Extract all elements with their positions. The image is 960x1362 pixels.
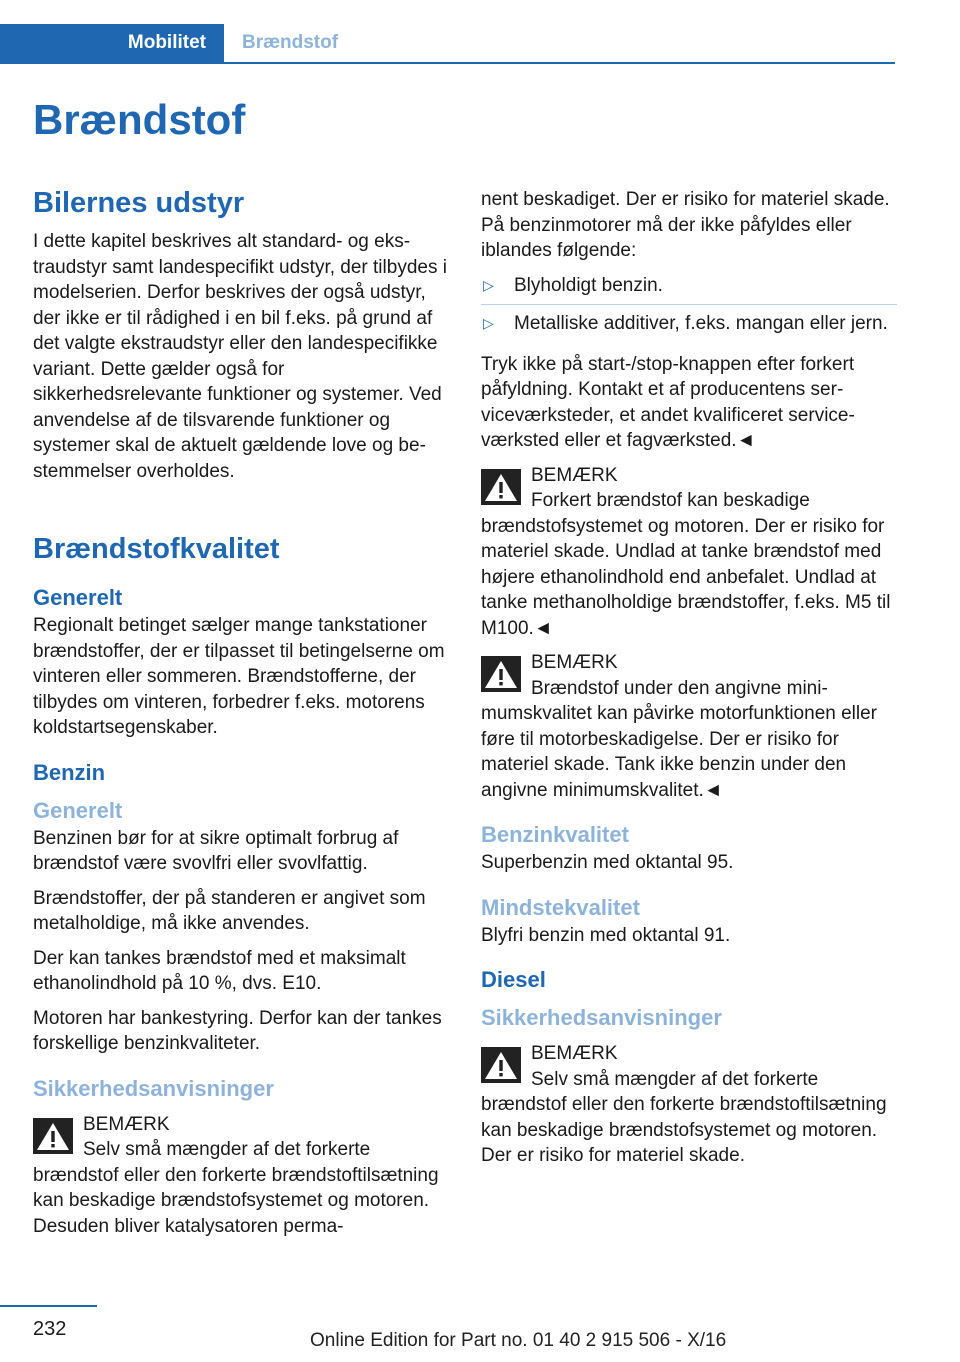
subtitle-benzinkvalitet: Benzinkvalitet — [481, 822, 629, 847]
paragraph-benzin-1: Benzinen bør for at sikre optimalt forbrug af brændstof være svovlfri eller svovlfattig. — [33, 827, 399, 874]
subtitle-sikkerhedsanvisninger-diesel: Sikkerhedsanvisninger — [481, 1005, 722, 1030]
paragraph-benzin-3: Der kan tankes brændstof med et maksimalt ethanolindhold på 10 %, dvs. E10. — [33, 947, 406, 994]
warning-text: Brændstof under den angivne minimumskvalitet kan påvirke motorfunktionen eller føre til motorbeskadigelse. Der er risiko for materiel skade. Tank ikke benzin under den angivne minimumskvalitet.◄ — [481, 677, 878, 801]
paragraph-benzinkvalitet: Superbenzin med oktantal 95. — [481, 852, 734, 873]
paragraph-mindstekvalitet: Blyfri benzin med oktantal 91. — [481, 924, 731, 946]
page-title: Brændstof — [33, 96, 246, 143]
list-item: ▷ Metalliske additiver, f.eks. mangan eller jern. — [481, 311, 897, 343]
warning-box — [481, 1041, 897, 1169]
paragraph-benzin-2: Brændstoffer, der på standeren er angivet som metalholdige, må ikke anvendes. — [33, 887, 426, 934]
subtitle-sikkerhedsanvisninger: Sikkerhedsanvisninger — [33, 1075, 274, 1101]
warning-label: BEMÆRK — [531, 1043, 618, 1064]
warning-box — [481, 650, 897, 803]
section-title-bilernes-udstyr: Bilernes udstyr — [33, 187, 245, 219]
paragraph-benzin-4: Motoren har bankestyring. Derfor kan der tankes forskellige benzinkvaliteter. — [33, 1007, 442, 1054]
subtitle-generelt-benzin: Generelt — [33, 797, 123, 823]
subtitle-mindstekvalitet: Mindstekvalitet — [481, 894, 640, 920]
footer-rule — [0, 1305, 97, 1307]
paragraph-continued: nent beskadiget. Der er risiko for materiel skade. På benzinmotorer må der ikke påfyldes eller iblandes følgende: — [481, 189, 890, 261]
list-item: ▷ Blyholdigt benzin. — [481, 273, 897, 306]
right-column — [481, 187, 897, 1178]
page-number: 232 — [33, 1318, 67, 1340]
warning-text: Forkert brændstof kan beskadige brændstofsystemet og motoren. Der er risiko for materiel skade. Undlad at tanke brændstof med højere ethanolindhold end anbefalet. Undlad at tanke methanolholdige brændstoffer, f.eks. M5 til M100.◄ — [481, 490, 891, 639]
triangle-bullet-icon: ▷ — [483, 315, 494, 331]
paragraph-generelt: Regionalt betinget sælger mange tankstationer brændstoffer, der er tilpasset til betingelserne om vinteren eller sommeren. Brændstofferne, der tilbydes om vinteren, forbedrer f.eks. motorens koldstartsegenskaber. — [33, 615, 445, 738]
warning-label: BEMÆRK — [531, 464, 618, 486]
subtitle-diesel: Diesel — [481, 967, 546, 992]
paragraph-udstyr: I dette kapitel beskrives alt standard- og ekstraudstyr samt landespecifikt udstyr, der tilbydes i modelserien. Derfor beskrives der også udstyr, der ikke er til rådighed i en bil f.eks. på grund af det valgte ekstraudstyr eller den landespecifikke variant. Dette gælder også for sikkerhedsrelevante funktioner og systemer. Ved anvendelse af de tilsvarende funktioner og systemer skal de aktuelt gældende love og bestemmelser overholdes. — [33, 231, 447, 482]
warning-text: Selv små mængder af det forkerte brændstof eller den forkerte brændstoftilsætning kan beskadige brændstofsystemet og motoren. Der er risiko for materiel skade. — [481, 1068, 887, 1166]
warning-box — [33, 1112, 449, 1240]
tab-mobilitet[interactable]: Mobilitet — [0, 24, 224, 62]
warning-label: BEMÆRK — [83, 1113, 170, 1135]
tab-braendstof[interactable]: Brændstof — [242, 32, 339, 53]
paragraph-tryk: Tryk ikke på start-/stop-knappen efter forkert påfyldning. Kontakt et af producentens serviceværksteder, et andet kvalificeret serviceværksted eller et fagværksted.◄ — [481, 353, 855, 451]
footer-edition-text: Online Edition for Part no. 01 40 2 915 506 - X/16 — [310, 1330, 727, 1351]
warning-box — [481, 463, 897, 642]
left-column — [33, 185, 449, 1248]
bullet-list — [481, 273, 897, 343]
warning-triangle-icon — [33, 1118, 73, 1154]
warning-triangle-icon — [481, 1047, 521, 1083]
section-title-braendstofkvalitet: Brændstofkvalitet — [33, 533, 280, 565]
warning-label: BEMÆRK — [531, 652, 618, 673]
subtitle-benzin: Benzin — [33, 759, 106, 785]
warning-triangle-icon — [481, 469, 521, 505]
subtitle-generelt: Generelt — [33, 585, 123, 610]
triangle-bullet-icon: ▷ — [483, 276, 494, 293]
header-tab-bar — [0, 24, 895, 64]
warning-text: Selv små mængder af det forkerte brændstof eller den forkerte brændstoftilsætning kan beskadige brændstofsystemet og motoren. Desuden bliver katalysatoren perma- — [33, 1139, 439, 1237]
warning-triangle-icon — [481, 656, 521, 692]
